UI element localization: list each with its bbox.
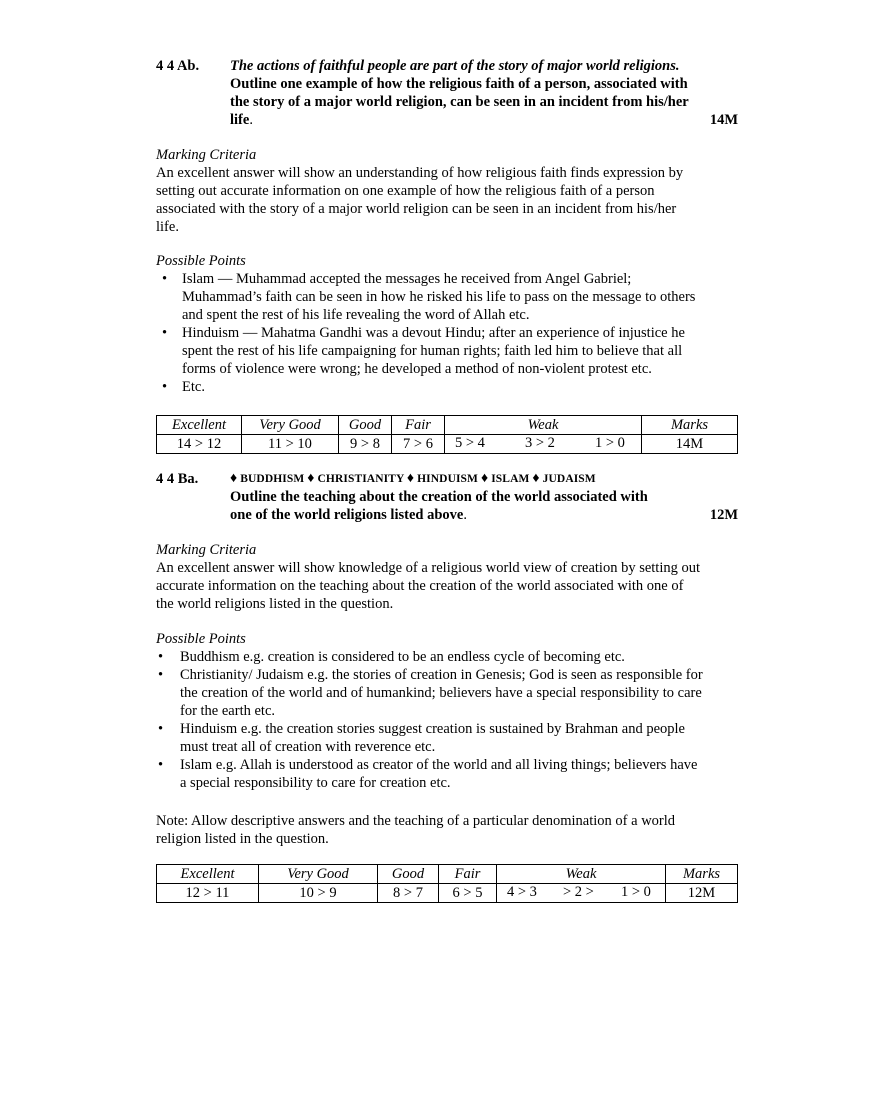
grade-cell: 6 > 5	[439, 884, 497, 903]
grade-header: Good	[339, 416, 392, 435]
grade-cell: 12 > 11	[157, 884, 259, 903]
point-line: forms of violence were wrong; he developed a method of non-violent protest etc.	[182, 361, 652, 377]
religion-list	[230, 470, 738, 488]
criteria-line: accurate information on the teaching about the creation of the world associated with one of	[156, 578, 684, 594]
grade-cell: 14 > 12	[157, 435, 242, 454]
bullet: •	[158, 757, 164, 773]
grade-cell: 8 > 7	[378, 884, 439, 903]
criteria-heading: Marking Criteria	[156, 147, 257, 163]
point-line: Islam — Muhammad accepted the messages he received from Angel Gabriel;	[182, 271, 632, 287]
grade-header: Excellent	[157, 865, 259, 884]
list-item	[156, 378, 738, 396]
grade-table-1	[156, 415, 738, 454]
point-line: Islam e.g. Allah is understood as creator of the world and all living things; believers have	[180, 757, 698, 773]
criteria-line: associated with the story of a major world religion can be seen in an incident from his/her	[156, 201, 677, 217]
diamond-icon: ♦	[230, 471, 238, 486]
grade-cell: 7 > 6	[392, 435, 445, 454]
note-line: religion listed in the question.	[156, 831, 329, 847]
question-number: 4 4 Ba.	[156, 471, 199, 487]
grade-table-2	[156, 864, 738, 903]
diamond-icon: ♦	[481, 471, 489, 486]
grade-cell: 9 > 8	[339, 435, 392, 454]
question-marks: 12M	[709, 507, 738, 523]
bullet: •	[162, 325, 168, 341]
religion-name: BUDDHISM	[240, 473, 305, 485]
grade-header: Marks	[642, 416, 738, 435]
question-text	[230, 57, 738, 129]
grade-header: Very Good	[242, 416, 339, 435]
diamond-icon: ♦	[532, 471, 540, 486]
list-item	[156, 720, 738, 756]
point-line: and spent the rest of his life revealing the word of Allah etc.	[182, 307, 530, 323]
grade-cell-weak	[497, 884, 666, 903]
grade-header: Very Good	[259, 865, 378, 884]
point-line: Hinduism — Mahatma Gandhi was a devout Hindu; after an experience of injustice he	[182, 325, 685, 341]
bullet: •	[158, 667, 164, 683]
bullet: •	[162, 379, 168, 395]
question-task-period: .	[249, 112, 253, 128]
point-line: Muhammad’s faith can be seen in how he risked his life to pass on the message to others	[182, 289, 696, 305]
point-line: must treat all of creation with reverence etc.	[180, 739, 436, 755]
bullet: •	[162, 271, 168, 287]
note	[156, 812, 738, 848]
religion-name: CHRISTIANITY	[317, 473, 404, 485]
list-item	[156, 756, 738, 792]
weak-range: > 2 >	[563, 884, 594, 900]
weak-range: 4 > 3	[507, 884, 537, 900]
grade-header: Excellent	[157, 416, 242, 435]
question-number: 4 4 Ab.	[156, 58, 200, 74]
criteria-heading: Marking Criteria	[156, 542, 257, 558]
grade-cell: 12M	[666, 884, 738, 903]
question-text	[230, 470, 738, 524]
question-task-last-line	[230, 506, 738, 524]
list-item	[156, 270, 738, 324]
grade-header: Fair	[439, 865, 497, 884]
grade-cell: 14M	[642, 435, 738, 454]
grade-cell: 11 > 10	[242, 435, 339, 454]
religion-name: HINDUISM	[417, 473, 479, 485]
grade-header: Marks	[666, 865, 738, 884]
list-item	[156, 648, 738, 666]
bullet: •	[158, 721, 164, 737]
criteria-line: An excellent answer will show knowledge of a religious world view of creation by setting out	[156, 560, 701, 576]
point-line: Christianity/ Judaism e.g. the stories of creation in Genesis; God is seen as responsible for	[180, 667, 703, 683]
weak-range: 5 > 4	[455, 435, 485, 451]
points-heading: Possible Points	[156, 631, 246, 647]
points-heading: Possible Points	[156, 253, 246, 269]
question-task-line: Outline the teaching about the creation of the world associated with	[230, 489, 648, 505]
list-item	[156, 666, 738, 720]
marking-criteria-1	[156, 146, 738, 236]
weak-range: 3 > 2	[525, 435, 555, 451]
criteria-line: life.	[156, 219, 179, 235]
question-task-line: one of the world religions listed above	[230, 507, 464, 523]
grade-cell: 10 > 9	[259, 884, 378, 903]
possible-points-2	[156, 630, 738, 792]
grade-header: Good	[378, 865, 439, 884]
question-statement: The actions of faithful people are part of the story of major world religions.	[230, 58, 680, 74]
question-task-line: the story of a major world religion, can be seen in an incident from his/her	[230, 94, 689, 110]
bullet: •	[158, 649, 164, 665]
point-line: a special responsibility to care for creation etc.	[180, 775, 451, 791]
question-task-last-line	[230, 111, 738, 129]
point-line: Etc.	[182, 379, 205, 395]
criteria-line: the world religions listed in the question.	[156, 596, 394, 612]
religion-name: ISLAM	[491, 473, 530, 485]
marking-criteria-2	[156, 541, 738, 613]
diamond-icon: ♦	[307, 471, 315, 486]
point-line: spent the rest of his life campaigning for human rights; faith led him to believe that all	[182, 343, 683, 359]
point-line: Hinduism e.g. the creation stories suggest creation is sustained by Brahman and people	[180, 721, 685, 737]
weak-range: 1 > 0	[621, 884, 651, 900]
question-marks: 14M	[709, 112, 738, 128]
criteria-line: An excellent answer will show an understanding of how religious faith finds expression by	[156, 165, 684, 181]
point-line: the creation of the world and of humankind; believers have a special responsibility to care	[180, 685, 702, 701]
point-line: for the earth etc.	[180, 703, 276, 719]
grade-cell-weak	[445, 435, 642, 454]
grade-header: Fair	[392, 416, 445, 435]
question-task-period: .	[463, 507, 467, 523]
point-line: Buddhism e.g. creation is considered to be an endless cycle of becoming etc.	[180, 649, 625, 665]
list-item	[156, 324, 738, 378]
possible-points-1	[156, 252, 738, 396]
grade-header: Weak	[445, 416, 642, 435]
grade-header: Weak	[497, 865, 666, 884]
question-task-line: Outline one example of how the religious faith of a person, associated with	[230, 76, 688, 92]
weak-range: 1 > 0	[595, 435, 625, 451]
criteria-line: setting out accurate information on one example of how the religious faith of a person	[156, 183, 655, 199]
diamond-icon: ♦	[406, 471, 415, 486]
religion-name: JUDAISM	[542, 473, 596, 485]
note-line: Note: Allow descriptive answers and the teaching of a particular denomination of a world	[156, 813, 676, 829]
question-task-line: life	[230, 112, 250, 128]
